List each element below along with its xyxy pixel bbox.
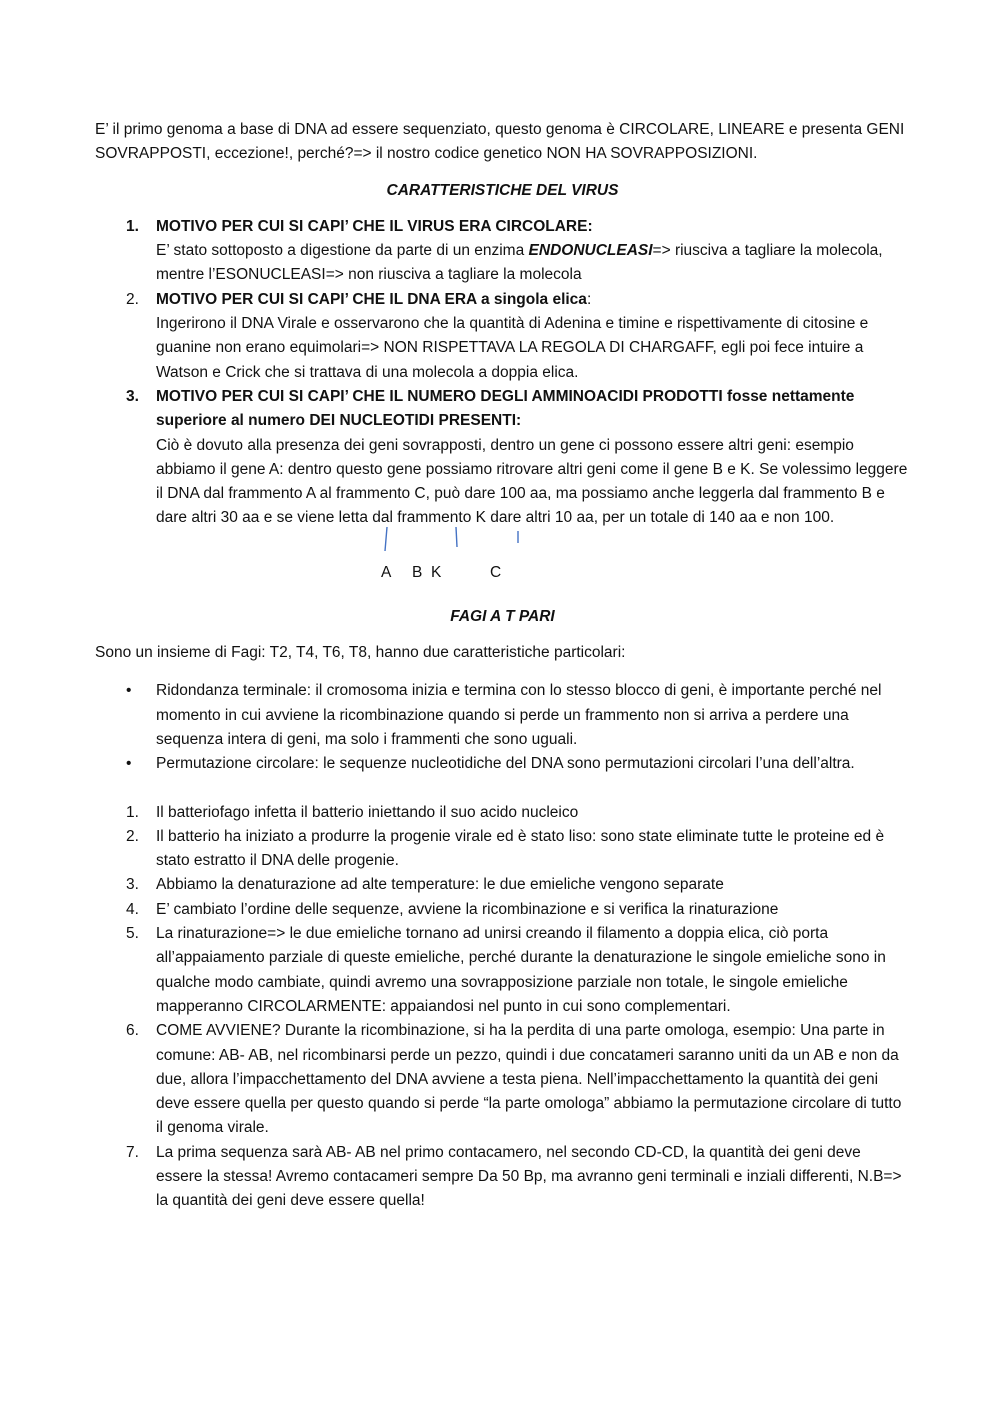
list-item xyxy=(95,825,910,874)
item-text: Il batterio ha iniziato a produrre la progenie virale ed è stato liso: sono state eliminate tutte le proteine ed è stato estratto il DNA delle progenie. xyxy=(156,827,885,870)
phages-lead: Sono un insieme di Fagi: T2, T4, T6, T8, hanno due caratteristiche particolari: xyxy=(95,644,626,662)
item-emphasis: ENDONUCLEASI xyxy=(528,242,653,260)
gene-marks xyxy=(375,525,535,555)
item-text: Permutazione circolare: le sequenze nucleotidiche del DNA sono permutazioni circolari l’una dell’altra. xyxy=(156,755,855,773)
diagram-label-b: B xyxy=(412,563,423,581)
list-number: 1. xyxy=(126,217,139,235)
bullet-symbol: • xyxy=(126,682,132,700)
list-item xyxy=(95,215,910,288)
list-item xyxy=(95,1141,910,1214)
diagram-label-k: K xyxy=(431,563,442,581)
item-heading-line xyxy=(156,288,910,312)
bullet-symbol: • xyxy=(126,755,132,773)
section-title-virus: CARATTERISTICHE DEL VIRUS xyxy=(386,181,619,199)
item-text-before: E’ stato sottoposto a digestione da parte di un enzima xyxy=(156,242,529,260)
item-text: La prima sequenza sarà AB- AB nel primo contacamero, nel secondo CD-CD, la quantità dei geni deve essere la stessa! Avremo contacameri sempre Da 50 Bp, ma avranno geni terminali e inziali differenti, N.B=> la quantità dei geni deve essere quella! xyxy=(156,1143,902,1210)
list-item xyxy=(95,801,910,825)
phage-steps-list xyxy=(95,801,910,1214)
phage-features-list xyxy=(95,679,910,776)
item-text-after: => riusciva a tagliare la molecola, mentre l’ESONUCLEASI=> non riusciva a tagliare la molecola xyxy=(156,242,883,284)
diagram-label-c: C xyxy=(490,563,502,581)
list-number: 4. xyxy=(126,900,139,918)
list-item xyxy=(95,1019,910,1140)
item-text xyxy=(156,239,910,288)
item-heading: MOTIVO PER CUI SI CAPI’ CHE IL NUMERO DEGLI AMMINOACIDI PRODOTTI fosse nettamente superiore al numero DEI NUCLEOTIDI PRESENTI: xyxy=(156,387,855,430)
item-text: E’ cambiato l’ordine delle sequenze, avviene la ricombinazione e si verifica la rinaturazione xyxy=(156,900,779,918)
list-item xyxy=(95,385,910,531)
gene-mark-a xyxy=(385,527,387,551)
list-item xyxy=(95,679,910,752)
list-number: 3. xyxy=(126,876,139,894)
document-body xyxy=(95,118,910,1214)
list-item xyxy=(95,922,910,1019)
list-number: 2. xyxy=(126,827,139,845)
list-number: 2. xyxy=(126,290,139,308)
virus-characteristics-list xyxy=(95,215,910,531)
list-item xyxy=(95,873,910,897)
item-text: Il batteriofago infetta il batterio iniettando il suo acido nucleico xyxy=(156,803,579,821)
item-heading: MOTIVO PER CUI SI CAPI’ CHE IL VIRUS ERA CIRCOLARE: xyxy=(156,217,593,235)
gene-mark-b xyxy=(456,527,457,547)
list-number: 3. xyxy=(126,387,139,405)
gene-overlap-diagram xyxy=(95,531,910,605)
list-number: 1. xyxy=(126,803,139,821)
item-heading: MOTIVO PER CUI SI CAPI’ CHE IL DNA ERA a singola elica xyxy=(156,290,587,308)
list-item xyxy=(95,288,910,385)
item-text: Ingerirono il DNA Virale e osservarono che la quantità di Adenina e timine e rispettivamente di citosine e guanine non erano equimolari=> NON RISPETTAVA LA REGOLA DI CHARGAFF, egli poi fece intuire a Watson e Crick che si trattava di una molecola a doppia elica. xyxy=(156,315,869,381)
list-item xyxy=(95,898,910,922)
item-heading-suffix: : xyxy=(586,290,592,308)
list-number: 6. xyxy=(126,1022,139,1040)
list-number: 5. xyxy=(126,925,139,943)
diagram-label-a: A xyxy=(381,563,392,581)
list-number: 7. xyxy=(126,1143,139,1161)
item-text: COME AVVIENE? Durante la ricombinazione, si ha la perdita di una parte omologa, esempio: Una parte in comune: AB- AB, nel ricombinarsi perde un pezzo, quindi i due concatameri saranno uniti da un AB e non da due, allora l’impacchettamento del DNA avviene a testa piena. Nell’impacchettamento la quantità dei geni deve essere quella per questo quando si perde “la parte omologa” abbiamo la permutazione circolare di tutto il genoma virale. xyxy=(156,1022,902,1137)
item-text: Abbiamo la denaturazione ad alte temperature: le due emieliche vengono separate xyxy=(156,876,724,894)
item-text: Ciò è dovuto alla presenza dei geni sovrapposti, dentro un gene ci possono essere altri geni: esempio abbiamo il gene A: dentro questo gene possiamo ritrovare altri geni come il gene B e K. Se volessimo leggere il DNA dal frammento A al frammento C, può dare 100 aa, ma possiamo anche leggerla dal frammento B e dare altri 30 aa e se viene letta dal frammento K dare altri 10 aa, per un totale di 140 aa e non 100. xyxy=(156,436,908,527)
item-text: La rinaturazione=> le due emieliche tornano ad unirsi creando il filamento a doppia elica, ciò porta all’appaiamento parziale di queste emieliche, perché durante la denaturazione le singole emieliche sono in qualche modo cambiate, quindi avremo una sovrapposizione parziale non totale, le singole emieliche mapperanno CIRCOLARMENTE: appaiandosi nel punto in cui sono complementari. xyxy=(156,925,886,1015)
intro-paragraph: E’ il primo genoma a base di DNA ad essere sequenziato, questo genoma è CIRCOLARE, LINEARE e presenta GENI SOVRAPPOSTI, eccezione!, perché?=> il nostro codice genetico NON HA SOVRAPPOSIZIONI. xyxy=(95,121,905,163)
section-title-phages: FAGI A T PARI xyxy=(450,607,555,625)
item-text: Ridondanza terminale: il cromosoma inizia e termina con lo stesso blocco di geni, è importante perché nel momento in cui avviene la ricombinazione quando si perde un frammento non si arriva a perdere una sequenza intera di geni, ma solo i frammenti che sono uguali. xyxy=(156,682,882,748)
list-item xyxy=(95,752,910,776)
